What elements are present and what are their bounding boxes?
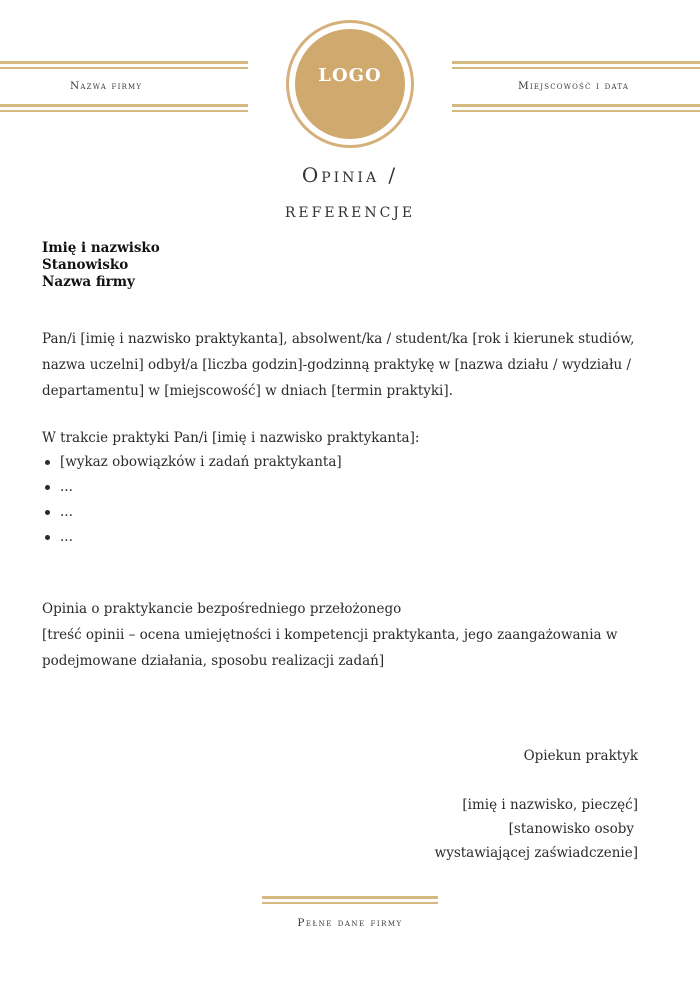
logo-text: LOGO bbox=[318, 65, 382, 86]
sender-block bbox=[42, 240, 160, 291]
signature-line2: [stanowisko osoby bbox=[508, 821, 634, 837]
header-right-rule-bottom bbox=[452, 104, 700, 112]
header-left-rule-top bbox=[0, 61, 248, 69]
duties-list bbox=[42, 450, 342, 550]
document-title-line2: referencje bbox=[284, 198, 416, 222]
duties-intro: W trakcie praktyki Pan/i [imię i nazwisko praktykanta]: bbox=[42, 430, 420, 446]
list-item: [wykaz obowiązków i zadań praktykanta] bbox=[42, 450, 342, 475]
sender-position: Stanowisko bbox=[42, 257, 129, 273]
sender-company: Nazwa firmy bbox=[42, 274, 135, 290]
header-left-rule-bottom bbox=[0, 104, 248, 112]
signature-role: Opiekun praktyk bbox=[523, 748, 638, 764]
header-company-name: Nazwa firmy bbox=[70, 80, 143, 92]
logo-disc bbox=[295, 29, 405, 139]
bullet-icon bbox=[45, 485, 50, 490]
list-item: ... bbox=[42, 475, 342, 500]
footer-rule bbox=[262, 896, 438, 904]
signature-line3: wystawiającej zaświadczenie] bbox=[434, 845, 638, 861]
header-place-date: Miejscowość i data bbox=[518, 80, 630, 92]
bullet-icon bbox=[45, 510, 50, 515]
logo bbox=[286, 20, 414, 148]
signature-line1: [imię i nazwisko, pieczęć] bbox=[462, 797, 638, 813]
list-item: ... bbox=[42, 525, 342, 550]
intro-paragraph: Pan/i [imię i nazwisko praktykanta], absolwent/ka / student/ka [rok i kierunek studiów, nazwa uczelni] odbył/a [liczba godzin]-godzinną praktykę w [nazwa działu / wydziału / departamentu] w [miejscowość] w dniach [termin praktyki]. bbox=[42, 331, 635, 399]
bullet-icon bbox=[45, 460, 50, 465]
header-right-rule-top bbox=[452, 61, 700, 69]
document-title-line1: Opinia / bbox=[301, 163, 399, 187]
opinion-heading: Opinia o praktykancie bezpośredniego przełożonego bbox=[42, 601, 402, 617]
footer-company-details: Pełne dane firmy bbox=[297, 917, 403, 929]
opinion-text: [treść opinii – ocena umiejętności i kompetencji praktykanta, jego zaangażowania w podejmowane działania, sposobu realizacji zadań] bbox=[42, 627, 618, 669]
bullet-icon bbox=[45, 535, 50, 540]
sender-name: Imię i nazwisko bbox=[42, 240, 160, 256]
list-item: ... bbox=[42, 500, 342, 525]
